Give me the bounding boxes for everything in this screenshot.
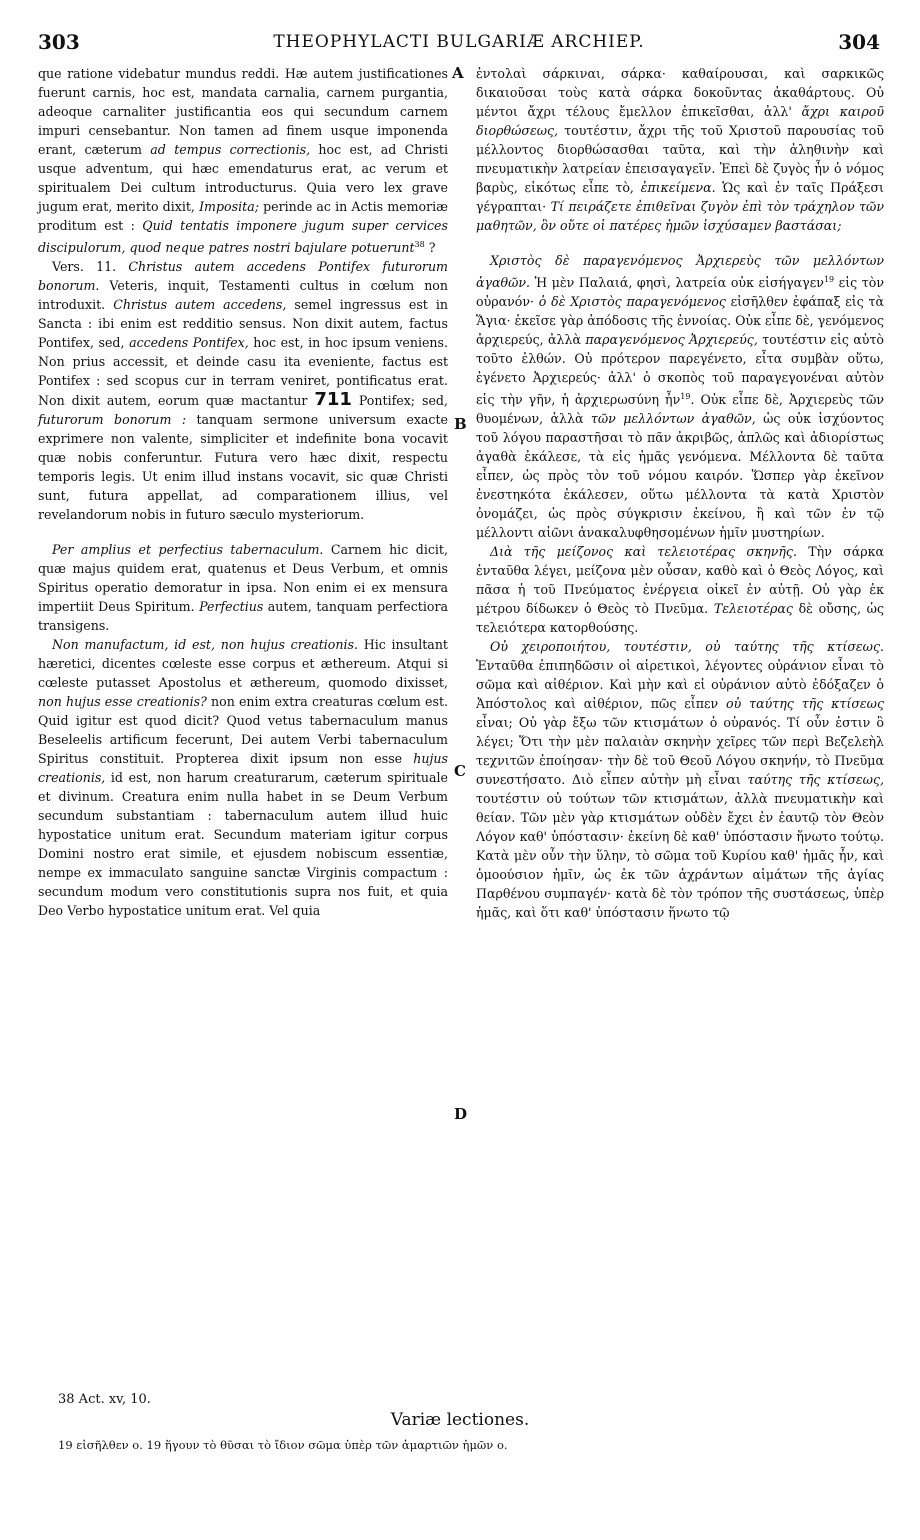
latin-paragraph-2: Vers. 11. Christus autem accedens Pontifex futurorum bonorum. Veteris, inquit, Testamenti cultus in cœlum non introduxit. Christus autem accedens, semel ingressus est in Sancta : ibi enim est redditio sensus. Non dixit autem, factus Pontifex, sed, accedens Pontifex, hoc est, in hoc ipsum veniens. Non prius accessit, et deinde casu ita eveniente, factus est Pontifex : sed scopus cur in terram veniret, pontificatus erat. Non dixit autem, eorum quæ mactantur 711 Pontifex; sed, futurorum bonorum : tanquam sermone universum exacte exprimere non valente, simpliciter et indefinite bona vocavit quæ nobis conferuntur. Futura vero hæc dixit, respectu temporis legis. Ut enim illud instans vocavit, sic quæ Christi sunt, futura appellat, ad comparationem illius, vel revelandorum nobis in futuro sæculo mysteriorum. bbox=[38, 259, 449, 523]
page-title: THEOPHYLACTI BULGARIÆ ARCHIEP. bbox=[273, 32, 645, 52]
column-number: 711 bbox=[314, 389, 352, 411]
footnote-latin: 38 Act. xv, 10. bbox=[58, 1392, 151, 1407]
latin-paragraph-3: Per amplius et perfectius tabernaculum. Carnem hic dicit, quæ majus quidem erat, quatenus et Deus Verbum, et omnis Spiritus operatio demoratur in ipsa. Non enim ei ex mensura impertiit Deus Spiritum. Perfectius autem, tanquam perfectiora transigens. bbox=[38, 542, 448, 634]
section-marker-c: C bbox=[454, 762, 466, 780]
greek-paragraph-2: Χριστὸς δὲ παραγενόμενος Ἀρχιερεὺς τῶν μελλόντων ἀγαθῶν. Ἡ μὲν Παλαιά, φησὶ, λατρεία οὐκ εἰσήγαγεν$^{19}$ εἰς τὸν οὐρανόν· ὁ δὲ Χριστὸς παραγενόμενος εἰσῆλθεν ἐφάπαξ εἰς τὰ Ἅγια· ἐκεῖσε γὰρ ἀπόδοσις τῆς ἐννοίας. Οὐκ εἶπε δὲ, γενόμενος ἀρχιερεύς, ἀλλὰ παραγενόμενος Ἀρχιερεύς, τουτέστιν εἰς αὐτὸ τοῦτο ἐλθών. Οὐ πρότερον παρεγένετο, εἶτα συμβὰν οὕτω, ἐγένετο Ἀρχιερεύς· ἀλλ' ὁ σκοπὸς τοῦ παραγεγονέναι αὐτὸν εἰς τὴν γῆν, ἡ ἀρχιερωσύνη ἦν$^{19}$. Οὐκ εἶπε δὲ, Ἀρχιερεὺς τῶν θυομένων, ἀλλὰ τῶν μελλόντων ἀγαθῶν, ὡς οὐκ ἰσχύοντος τοῦ λόγου παραστῆσαι τὸ πᾶν ἀκριβῶς, ἁπλῶς καὶ ἀδιορίστως ἀγαθὰ ἐκάλεσε, τὰ εἰς ἡμᾶς γενόμενα. Μέλλοντα δὲ ταῦτα εἶπεν, ὡς πρὸς τὸν τοῦ νόμου καιρόν. Ὥσπερ γὰρ ἐκεῖνον ἐνεστηκότα ἐκάλεσεν, οὕτω μέλλοντα τὰ κατὰ Χριστὸν ὀνομάζει, ὡς πρὸς σύγκρισιν ἐκείνου, ἢ καὶ τῶν ἐν τῷ μέλλοντι αἰῶνι ἀνακαλυφθησομένων ἡμῖν μυστηρίων. bbox=[476, 253, 885, 541]
page-header bbox=[38, 30, 880, 60]
greek-column bbox=[476, 64, 884, 922]
section-marker-a: A bbox=[452, 64, 464, 82]
page-number-left: 303 bbox=[38, 30, 80, 54]
greek-paragraph-3: Διὰ τῆς μείζονος καὶ τελειοτέρας σκηνῆς. Τὴν σάρκα ἐνταῦθα λέγει, μείζονα μὲν οὖσαν, καθὸ καὶ ὁ Θεὸς Λόγος, καὶ πᾶσα ἡ τοῦ Πνεύματος ἐνέργεια οἰκεῖ ἐν αὐτῇ. Οὐ γὰρ ἐκ μέτρου δίδωκεν ὁ Θεὸς τὸ Πνεῦμα. Τελειοτέρας δὲ οὔσης, ὡς τελειότερα κατορθούσης. bbox=[476, 544, 885, 636]
greek-paragraph-4: Οὐ χειροποιήτου, τουτέστιν, οὐ ταύτης τῆς κτίσεως. Ἐνταῦθα ἐπιπηδῶσιν οἱ αἱρετικοὶ, λέγοντες οὐράνιον εἶναι τὸ σῶμα καὶ αἰθέριον. Καὶ μὴν καὶ εἰ οὐράνιον αὐτὸ ἐδόξαζεν ὁ Ἀπόστολος καὶ αἰθέριον, πῶς εἶπεν οὐ ταύτης τῆς κτίσεως εἶναι; Οὐ γὰρ ἔξω τῶν κτισμάτων ὁ οὐρανός. Τί οὖν ἐστιν ὃ λέγει; Ὅτι τὴν μὲν παλαιὰν σκηνὴν χεῖρες τῶν περὶ Βεζελεὴλ τεχνιτῶν ἐποίησαν· τὴν δὲ τοῦ Θεοῦ Λόγου σκηνήν, τὸ Πνεῦμα συνεστήσατο. Διὸ εἶπεν αὐτὴν μὴ εἶναι ταύτης τῆς κτίσεως, τουτέστιν οὐ τούτων τῶν κτισμάτων, ἀλλὰ πνευματικὴν καὶ θείαν. Τῶν μὲν γὰρ κτισμάτων οὐδὲν ἔχει ἐν ἑαυτῷ τὸν Θεὸν Λόγον καθ' ὑπόστασιν· ἐκείνη δὲ καθ' ὑπόστασιν ἥνωτο τούτῳ. Κατὰ μὲν οὖν τὴν ὕλην, τὸ σῶμα τοῦ Κυρίου καθ' ἡμᾶς ἦν, καὶ ὁμοούσιον ἡμῖν, ὡς ἐκ τῶν ἀχράντων αἱμάτων τῆς ἁγίας Παρθένου συμπαγέν· κατὰ δὲ τὸν τρόπον τῆς συστάσεως, ὑπὲρ ἡμᾶς, καὶ ὅτι καθ' ὑπόστασιν ἥνωτο τῷ bbox=[476, 639, 885, 921]
latin-paragraph-1: que ratione videbatur mundus reddi. Hæ autem justificationes fuerunt carnis, hoc est, mandata carnalia, carnem purgantia, adeoque carnaliter justificantia eos qui secundum carnem impuri censebantur. Non tamen ad finem usque imponenda erant, cæterum ad tempus correctionis, hoc est, ad Christi usque adventum, qui hæc emendaturus erat, ac verum et spiritualem Dei cultum introducturus. Quia vero lex grave jugum erat, merito dixit, Imposita; perinde ac in Actis memoriæ proditum est : Quid tentatis imponere jugum super cervices discipulorum, quod neque patres nostri bajulare potuerunt$^{38}$ ? bbox=[38, 66, 449, 256]
variae-lectiones-line: 19 εἰσῆλθεν ο. 19 ἥγουν τὸ θῦσαι τὸ ἴδιον σῶμα ὑπὲρ τῶν ἁμαρτιῶν ἡμῶν ο. bbox=[58, 1438, 508, 1452]
variae-lectiones-title: Variæ lectiones. bbox=[390, 1410, 530, 1430]
page-number-right: 304 bbox=[838, 30, 880, 54]
greek-paragraph-1: ἐντολαὶ σάρκιναι, σάρκα· καθαίρουσαι, καὶ σαρκικῶς δικαιοῦσαι τοὺς κατὰ σάρκα δοκοῦντας ἀκαθάρτους. Οὐ μέντοι ἄχρι τέλους ἔμελλον ἐπικεῖσθαι, ἀλλ' ἄχρι καιροῦ διορθώσεως, τουτέστιν, ἄχρι τῆς τοῦ Χριστοῦ παρουσίας τοῦ μέλλοντος διορθώσασθαι ταῦτα, καὶ τὴν ἀληθινὴν καὶ πνευματικὴν λατρείαν ἐπεισαγαγεῖν. Ἐπεὶ δὲ ζυγὸς ἦν ὁ νόμος βαρὺς, εἰκότως εἶπε τὸ, ἐπικείμενα. Ὡς καὶ ἐν ταῖς Πράξεσι γέγραπται· Τί πειράζετε ἐπιθεῖναι ζυγὸν ἐπὶ τὸν τράχηλον τῶν μαθητῶν, ὃν οὔτε οἱ πατέρες ἡμῶν ἰσχύσαμεν βαστάσαι; bbox=[476, 66, 884, 233]
latin-column bbox=[38, 64, 448, 920]
section-marker-d: D bbox=[454, 1105, 468, 1123]
section-marker-b: B bbox=[454, 415, 467, 433]
latin-paragraph-4: Non manufactum, id est, non hujus creationis. Hic insultant hæretici, dicentes cœleste esse corpus et æthereum. Atqui si cœleste putasset Apostolus et æthereum, quomodo dixisset, non hujus esse creationis? non enim extra creaturas cœlum est. Quid igitur est quod dicit? Quod vetus tabernaculum manus Beseleelis artificum fecerunt, Dei autem Verbi tabernaculum Spiritus constituit. Propterea dixit ipsum non esse hujus creationis, id est, non harum creaturarum, cæterum spirituale et divinum. Creatura enim nulla habet in se Deum Verbum secundum substantiam : tabernaculum autem illud huic hypostatice unitum erat. Secundum materiam igitur corpus Domini nostro erat simile, et ejusdem nobiscum essentiæ, nempe ex immaculato sanguine sanctæ Virginis compactum : secundum modum vero constitutionis supra nos fuit, et quia Deo Verbo hypostatice unitum erat. Vel quia bbox=[38, 637, 449, 919]
